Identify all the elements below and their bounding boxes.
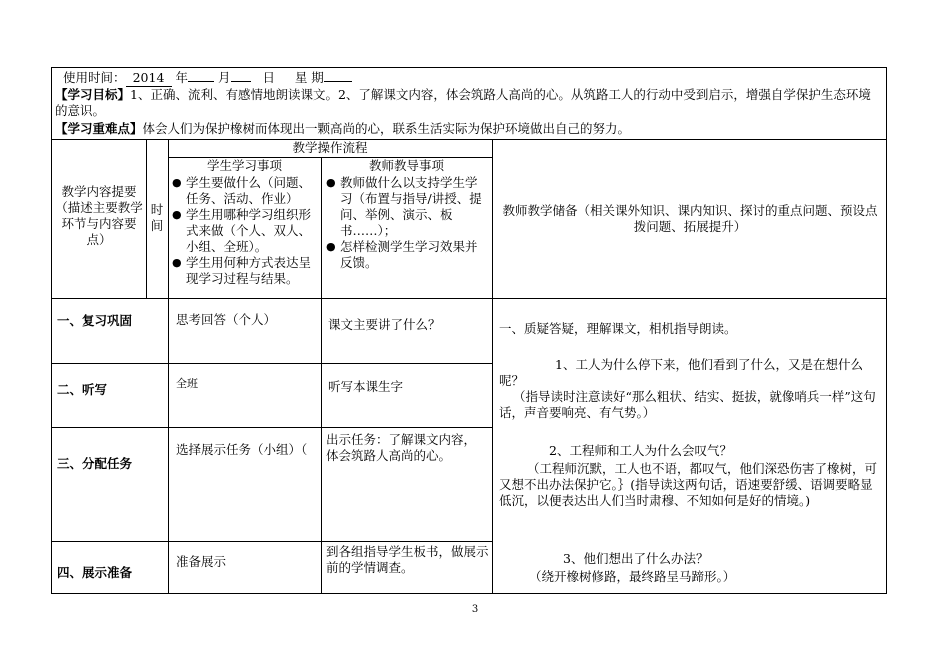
page-number: 3 [471,604,479,615]
row-teacher: 出示任务：了解课文内容，体会筑路人高尚的心。 [326,432,477,463]
reserve-p6: 3、他们想出了什么办法？ [563,551,709,566]
row-teacher: 到各组指导学生板书，做展示前的学情调查。 [326,544,489,575]
focus-label: 【学习重难点】 [55,121,143,136]
section-prepare: 四、展示准备 [57,565,133,580]
section-dictation: 二、听写 [57,382,108,397]
reserve-p2: 1、工人为什么停下来，他们看到了什么，又是在想什么呢？ [499,357,863,388]
time-line [63,70,352,87]
reserve-p4: 2、工程师和工人为什么会叹气？ [549,443,732,458]
row-student: 全班 [176,377,198,390]
learning-goals [55,87,881,119]
student-header: 学生学习事项 [206,158,282,173]
row-student: 思考回答（个人） [176,312,277,327]
section-assign: 三、分配任务 [57,456,133,471]
row-student: 选择展示任务（小组）（ [176,442,308,457]
week-label: 星 期 [294,70,324,85]
student-item: ● 学生用哪种学习组织形式来做（个人、双人、小组、全班）。 [172,207,317,255]
teacher-item: ● 怎样检测学生学习效果并反馈。 [326,239,488,271]
reserve-p1: 一、质疑答疑，理解课文，相机指导朗读。 [499,321,737,336]
row-student: 准备展示 [176,554,227,569]
year-field: 2014 [126,70,172,87]
reserve-p5: （工程师沉默，工人也不语，都叹气，他们深恐伤害了橡树，可又想不出办法保护它。｝(指导读这两句话，语速要舒缓、语调要略显低沉，以便表达出人们当时肃穆、不知如何是好的情境。) [499,461,878,508]
time-header: 时间 [150,202,164,233]
day-field [231,81,251,82]
student-item: ● 学生要做什么（问题、任务、活动、作业） [172,175,317,207]
teacher-item: ● 教师做什么以支持学生学习（布置与指导/讲授、提问、举例、演示、板书……）； [326,175,488,239]
section-review: 一、复习巩固 [57,313,133,328]
focus-text: 体会人们为保护橡树而体现出一颗高尚的心，联系生活实际为保护环境做出自己的努力。 [142,121,631,136]
goals-text: 1、正确、流利、有感情地朗读课文。2、了解课文内容，体会筑路人高尚的心。从筑路工人的行动中受到启示，增强自学保护生态环境的意识。 [55,87,871,118]
reserve-header: 教师教学储备（相关课外知识、课内知识、探讨的重点问题、预设点拨问题、拓展提升） [502,203,878,234]
year-label: 年 [175,70,189,85]
month-field [188,81,214,82]
month-label: 月 [218,70,231,85]
teacher-items [326,175,488,271]
week-field [324,81,352,82]
row-teacher: 课文主要讲了什么？ [328,317,441,332]
goals-label: 【学习目标】 [55,87,131,102]
reserve-p7: （绕开橡树修路，最终路呈马蹄形。） [529,569,736,584]
student-items [172,175,317,287]
teacher-header: 教师教导事项 [368,158,444,173]
reserve-p3: （指导读时注意读好“那么粗状、结实、挺拔，就像哨兵一样”这句话，声音要响亮、有气势。） [499,389,876,420]
time-label: 使用时间： [63,70,126,85]
day-label: 日 [262,70,275,85]
key-points [55,121,881,137]
row-teacher: 听写本课生字 [328,379,404,394]
content-header: 教学内容提要（描述主要教学环节与内容要点） [55,184,143,247]
flow-header: 教学操作流程 [292,140,368,155]
student-item: ● 学生用何种方式表达呈现学习过程与结果。 [172,255,317,287]
